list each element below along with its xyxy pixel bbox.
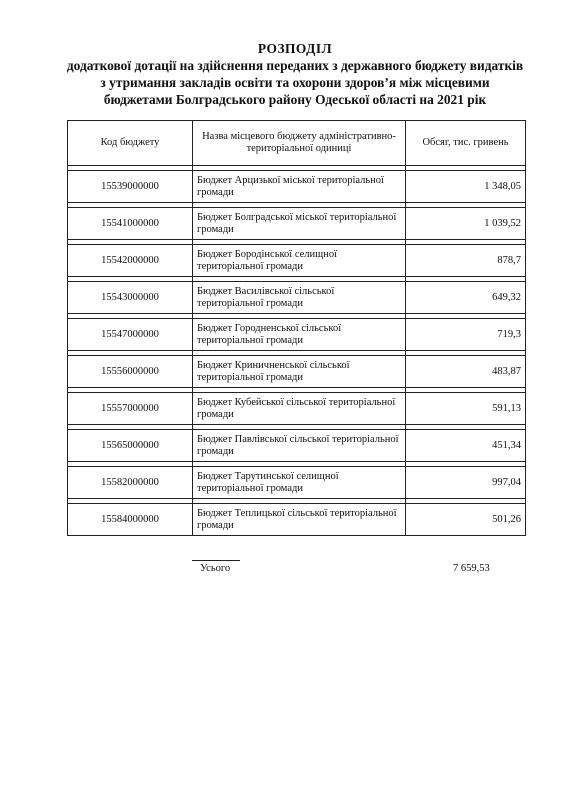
table-body <box>68 166 526 536</box>
title-line-4: бюджетами Болградського району Одеської області на 2021 рік <box>103 92 487 107</box>
table-row <box>68 319 526 351</box>
budget-distribution-table <box>67 120 526 536</box>
cell-name: Бюджет Тарутинської селищної територіальної громади <box>193 467 406 499</box>
total-label: Усього <box>200 563 231 574</box>
cell-amount: 878,7 <box>406 245 526 277</box>
cell-name: Бюджет Василівської сільської територіальної громади <box>193 282 406 314</box>
cell-code: 15556000000 <box>68 356 193 388</box>
table-row <box>68 171 526 203</box>
title-heading: РОЗПОДІЛ <box>257 41 333 56</box>
cell-name: Бюджет Павлівської сільської територіальної громади <box>193 430 406 462</box>
cell-code: 15584000000 <box>68 504 193 536</box>
cell-amount: 591,13 <box>406 393 526 425</box>
cell-amount: 1 039,52 <box>406 208 526 240</box>
table-row <box>68 245 526 277</box>
cell-amount: 501,26 <box>406 504 526 536</box>
header-amount: Обсяг, тис. гривень <box>406 121 526 166</box>
cell-name: Бюджет Арцизької міської територіальної громади <box>193 171 406 203</box>
table-row <box>68 393 526 425</box>
cell-name: Бюджет Кубейської сільської територіальної громади <box>193 393 406 425</box>
cell-name: Бюджет Болградської міської територіальної громади <box>193 208 406 240</box>
cell-code: 15542000000 <box>68 245 193 277</box>
cell-amount: 1 348,05 <box>406 171 526 203</box>
table-row <box>68 208 526 240</box>
cell-name: Бюджет Теплицької сільської територіальної громади <box>193 504 406 536</box>
table-row <box>68 504 526 536</box>
cell-amount: 483,87 <box>406 356 526 388</box>
cell-code: 15539000000 <box>68 171 193 203</box>
cell-code: 15541000000 <box>68 208 193 240</box>
cell-code: 15547000000 <box>68 319 193 351</box>
cell-amount: 451,34 <box>406 430 526 462</box>
cell-name: Бюджет Криничненської сільської територіальної громади <box>193 356 406 388</box>
table-row <box>68 467 526 499</box>
cell-name: Бюджет Бородінської селищної територіальної громади <box>193 245 406 277</box>
table-header-row <box>68 121 526 166</box>
total-value: 7 659,53 <box>453 563 490 574</box>
cell-code: 15582000000 <box>68 467 193 499</box>
title-line-3: з утримання закладів освіти та охорони здоров’я між місцевими <box>100 75 490 90</box>
total-underline <box>192 560 240 561</box>
header-name: Назва місцевого бюджету адміністративно-територіальної одиниці <box>193 121 406 166</box>
document-title <box>40 40 550 108</box>
table-row <box>68 430 526 462</box>
cell-code: 15543000000 <box>68 282 193 314</box>
cell-amount: 719,3 <box>406 319 526 351</box>
header-code: Код бюджету <box>68 121 193 166</box>
cell-code: 15565000000 <box>68 430 193 462</box>
title-line-2: додаткової дотації на здійснення переданих з державного бюджету видатків <box>66 58 524 73</box>
cell-amount: 997,04 <box>406 467 526 499</box>
table-row <box>68 356 526 388</box>
cell-name: Бюджет Городненської сільської територіальної громади <box>193 319 406 351</box>
table-row <box>68 282 526 314</box>
cell-code: 15557000000 <box>68 393 193 425</box>
cell-amount: 649,32 <box>406 282 526 314</box>
